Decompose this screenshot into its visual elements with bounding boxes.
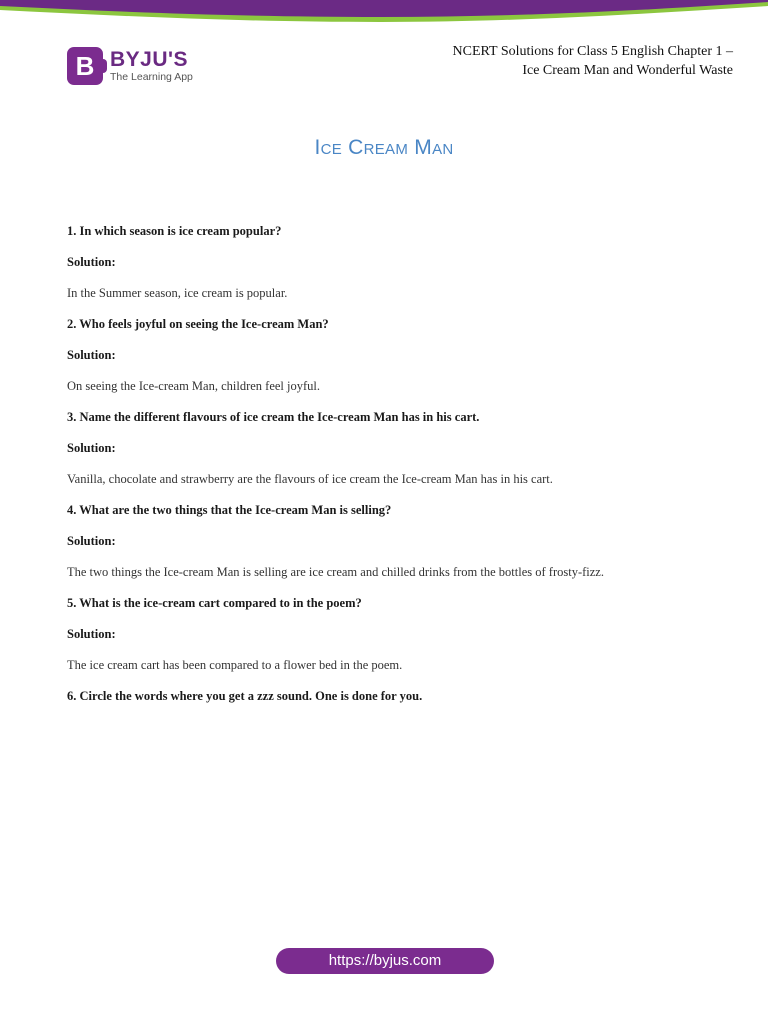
qa-item-6 [67, 688, 747, 704]
header-line-2: Ice Cream Man and Wonderful Waste [522, 63, 733, 78]
byjus-logo [67, 45, 207, 87]
question: 1. In which season is ice cream popular? [67, 224, 282, 238]
question-answer-list [67, 223, 747, 704]
answer: The ice cream cart has been compared to a flower bed in the poem. [67, 658, 403, 672]
answer: Vanilla, chocolate and strawberry are the flavours of ice cream the Ice-cream Man has in his cart. [67, 472, 553, 486]
question: 6. Circle the words where you get a zzz sound. One is done for you. [67, 689, 423, 703]
qa-item-4 [67, 502, 747, 580]
solution-label: Solution: [67, 255, 116, 269]
answer: The two things the Ice-cream Man is selling are ice cream and chilled drinks from the bottles of frosty-fizz. [67, 565, 604, 579]
document-header-title [333, 42, 733, 80]
logo-tagline: The Learning App [110, 71, 193, 84]
question: 2. Who feels joyful on seeing the Ice-cream Man? [67, 317, 329, 331]
qa-item-2 [67, 316, 747, 394]
logo-letter: B [75, 50, 95, 81]
top-decorative-band [0, 0, 768, 30]
solution-label: Solution: [67, 348, 116, 362]
question: 4. What are the two things that the Ice-cream Man is selling? [67, 503, 392, 517]
solution-label: Solution: [67, 534, 116, 548]
logo-mark [67, 47, 103, 85]
answer: On seeing the Ice-cream Man, children feel joyful. [67, 379, 321, 393]
qa-item-1 [67, 223, 747, 301]
page-title: Ice Cream Man [314, 136, 454, 159]
solution-label: Solution: [67, 441, 116, 455]
solution-label: Solution: [67, 627, 116, 641]
question: 3. Name the different flavours of ice cream the Ice-cream Man has in his cart. [67, 410, 480, 424]
header-line-1: NCERT Solutions for Class 5 English Chapter 1 – [452, 44, 733, 59]
question: 5. What is the ice-cream cart compared to in the poem? [67, 596, 362, 610]
footer-url-link[interactable]: https://byjus.com [276, 948, 494, 974]
logo-name: BYJU'S [110, 48, 189, 72]
answer: In the Summer season, ice cream is popular. [67, 286, 288, 300]
qa-item-5 [67, 595, 747, 673]
qa-item-3 [67, 409, 747, 487]
